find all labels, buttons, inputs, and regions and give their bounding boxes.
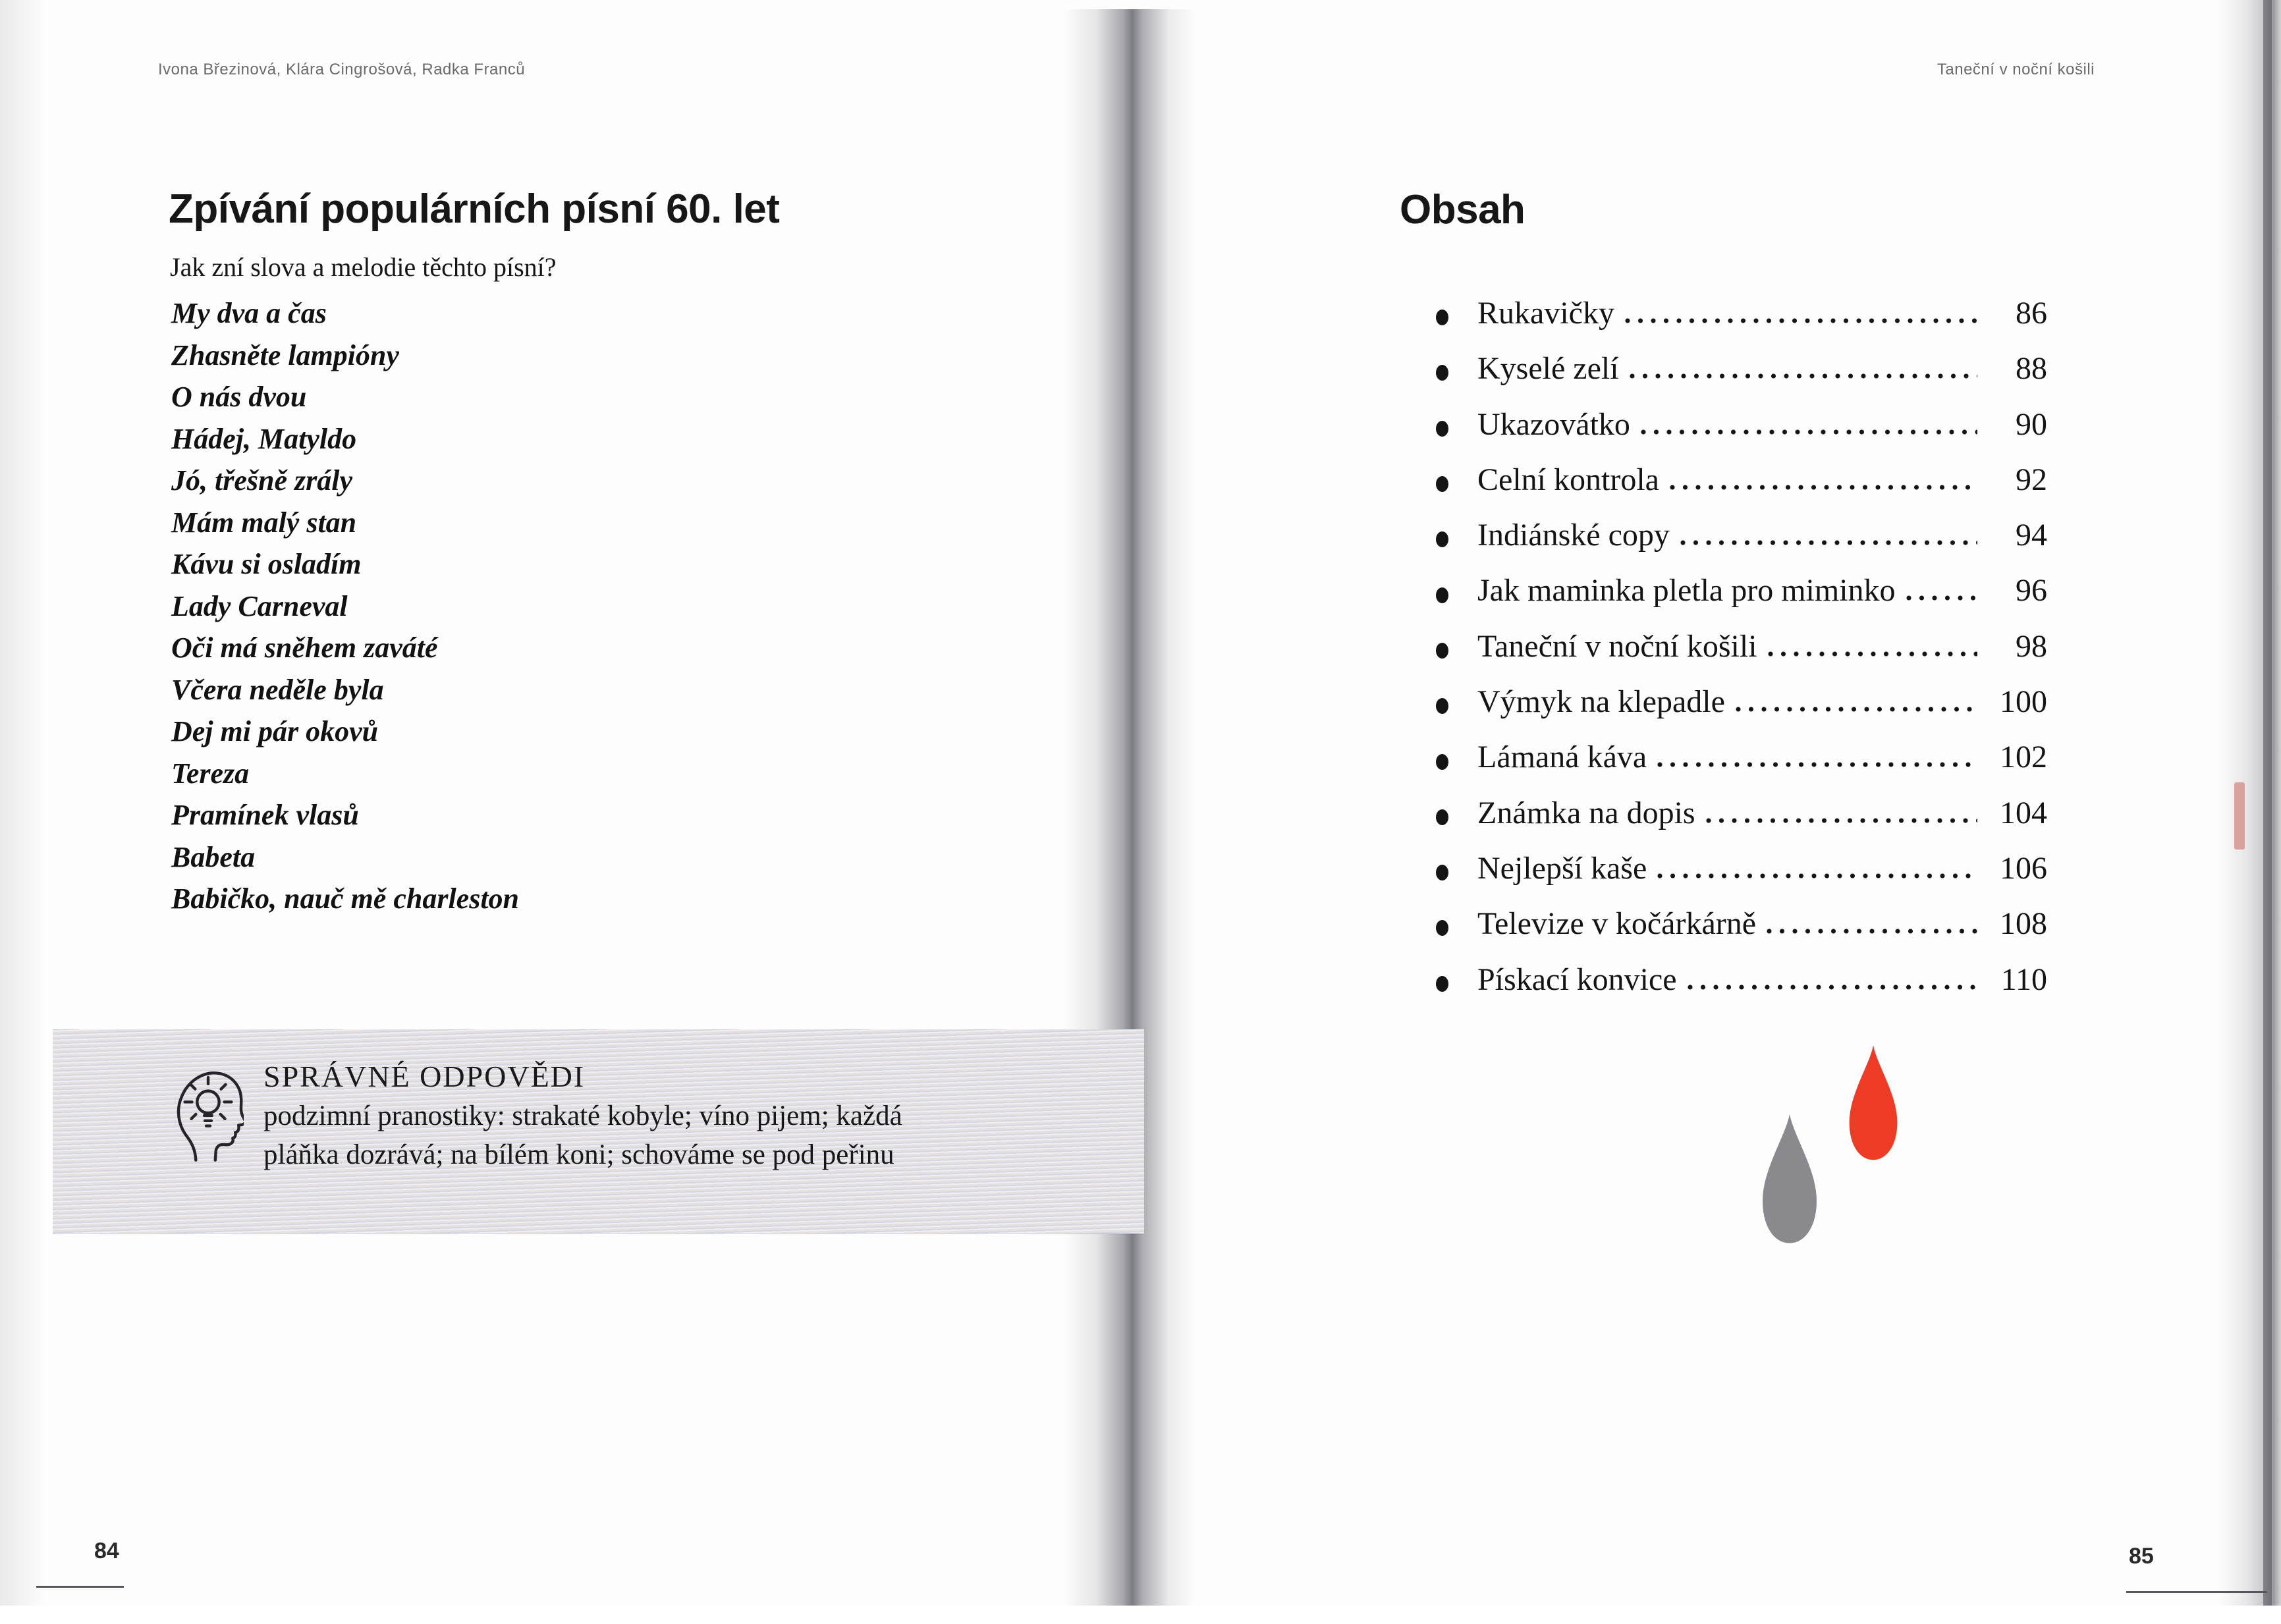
answers-heading: SPRÁVNÉ ODPOVĚDI	[263, 1060, 586, 1093]
toc-dot-leader	[1767, 925, 1977, 934]
scanner-bed-strip	[0, 1606, 2281, 1624]
toc-page-number: 96	[2016, 573, 2047, 609]
toc-dot-leader	[1657, 870, 1977, 879]
toc-row	[1436, 795, 2047, 850]
bullet-icon	[1436, 310, 1448, 325]
toc-label: Známka na dopis	[1477, 795, 1695, 830]
song-item: Jó, třešně zrály	[171, 464, 352, 497]
song-item: Tereza	[171, 757, 250, 790]
toc-label: Ukazovátko	[1477, 406, 1630, 442]
toc-label: Indiánské copy	[1477, 518, 1670, 553]
toc-row	[1436, 684, 2047, 739]
bullet-icon	[1436, 421, 1448, 437]
song-item: Hádej, Matyldo	[171, 422, 357, 455]
toc-dot-leader	[1657, 759, 1977, 768]
toc-page-number: 98	[2016, 628, 2047, 664]
section-title: Zpívání populárních písní 60. let	[169, 186, 780, 232]
red-drop-graphic	[1844, 1043, 1902, 1163]
toc-page-number: 100	[2000, 684, 2047, 720]
idea-head-icon	[173, 1064, 244, 1164]
toc-page-number: 88	[2016, 351, 2047, 387]
toc-row	[1436, 572, 2047, 628]
toc-label: Pískací konvice	[1477, 961, 1677, 997]
toc-row	[1436, 906, 2047, 961]
gray-drop-graphic	[1760, 1112, 1819, 1247]
toc-page-number: 90	[2016, 406, 2047, 442]
toc-label: Nejlepší kaše	[1477, 850, 1647, 886]
toc-row	[1436, 350, 2047, 406]
answers-text-line: podzimní pranostiky: strakaté kobyle; víno pijem; každá	[263, 1100, 902, 1131]
answers-text-block	[263, 1057, 1107, 1174]
toc-row	[1436, 850, 2047, 906]
section-subtitle: Jak zní slova a melodie těchto písní?	[170, 252, 557, 282]
toc-dot-leader	[1688, 981, 1977, 990]
song-item: Oči má sněhem zaváté	[171, 632, 438, 664]
song-list	[171, 292, 519, 920]
answers-text-line: pláňka dozrává; na bílém koni; schováme se pod peřinu	[263, 1139, 894, 1170]
bullet-icon	[1436, 865, 1448, 880]
toc-row	[1436, 961, 2047, 1017]
bullet-icon	[1436, 531, 1448, 547]
bullet-icon	[1436, 698, 1448, 714]
song-item: Babičko, nauč mě charleston	[171, 882, 520, 915]
song-item: My dva a čas	[171, 297, 327, 329]
toc-dot-leader	[1625, 315, 1977, 324]
page-number-right: 85	[2129, 1544, 2154, 1569]
toc-page-number: 104	[2000, 795, 2047, 830]
toc-page-number: 92	[2016, 462, 2047, 497]
bullet-icon	[1436, 476, 1448, 492]
bullet-icon	[1436, 920, 1448, 936]
left-page-edge-shade	[0, 0, 46, 1607]
toc-label: Lámaná káva	[1477, 740, 1647, 775]
toc-dot-leader	[1768, 648, 1977, 657]
toc-page-number: 108	[2000, 906, 2047, 942]
toc-label: Kyselé zelí	[1477, 351, 1619, 387]
running-header-right: Taneční v noční košili	[1937, 61, 2095, 78]
right-page-edge-line	[2263, 0, 2272, 1607]
song-item: Dej mi pár okovů	[171, 715, 379, 747]
toc-row	[1436, 406, 2047, 462]
gutter-shadow	[1064, 9, 1195, 1606]
song-item: Kávu si osladím	[171, 548, 362, 580]
toc-row	[1436, 517, 2047, 572]
toc-dot-leader	[1680, 537, 1977, 546]
toc-dot-leader	[1906, 592, 1977, 601]
toc-dot-leader	[1706, 815, 1977, 824]
toc-label: Taneční v noční košili	[1477, 628, 1757, 664]
toc-row	[1436, 739, 2047, 794]
bullet-icon	[1436, 754, 1448, 770]
page-number-left: 84	[94, 1538, 119, 1563]
toc-dot-leader	[1736, 703, 1977, 713]
toc-title: Obsah	[1400, 187, 1525, 232]
running-header-left: Ivona Březinová, Klára Cingrošová, Radka Franců	[158, 61, 526, 78]
bullet-icon	[1436, 976, 1448, 992]
toc-page-number: 94	[2016, 518, 2047, 553]
toc-page-number: 86	[2016, 296, 2047, 331]
toc-dot-leader	[1670, 481, 1977, 491]
toc-page-number: 106	[2000, 850, 2047, 886]
song-item: Pramínek vlasů	[171, 799, 359, 831]
song-item: O nás dvou	[171, 381, 307, 413]
toc-dot-leader	[1630, 370, 1977, 379]
toc-page-number: 110	[2000, 961, 2047, 997]
toc-page-number: 102	[2000, 740, 2047, 775]
toc-row	[1436, 295, 2047, 350]
bullet-icon	[1436, 587, 1448, 603]
song-item: Zhasněte lampióny	[171, 338, 399, 371]
bullet-icon	[1436, 809, 1448, 825]
bullet-icon	[1436, 643, 1448, 659]
toc-row	[1436, 462, 2047, 517]
toc-list	[1436, 295, 2047, 1017]
toc-dot-leader	[1641, 426, 1977, 435]
answers-banner	[53, 1029, 1144, 1233]
bullet-icon	[1436, 365, 1448, 381]
toc-label: Jak maminka pletla pro miminko	[1477, 573, 1896, 609]
fore-edge-red-mark	[2234, 782, 2245, 850]
page-number-rule-left	[36, 1586, 124, 1588]
toc-label: Výmyk na klepadle	[1477, 684, 1725, 720]
song-item: Včera neděle byla	[171, 673, 384, 706]
toc-label: Televize v kočárkárně	[1477, 906, 1757, 942]
song-item: Mám malý stan	[171, 506, 357, 539]
song-item: Lady Carneval	[171, 589, 348, 622]
toc-label: Celní kontrola	[1477, 462, 1659, 497]
toc-row	[1436, 628, 2047, 684]
song-item: Babeta	[171, 840, 256, 873]
toc-label: Rukavičky	[1477, 296, 1614, 331]
page-number-rule-right	[2126, 1591, 2267, 1593]
